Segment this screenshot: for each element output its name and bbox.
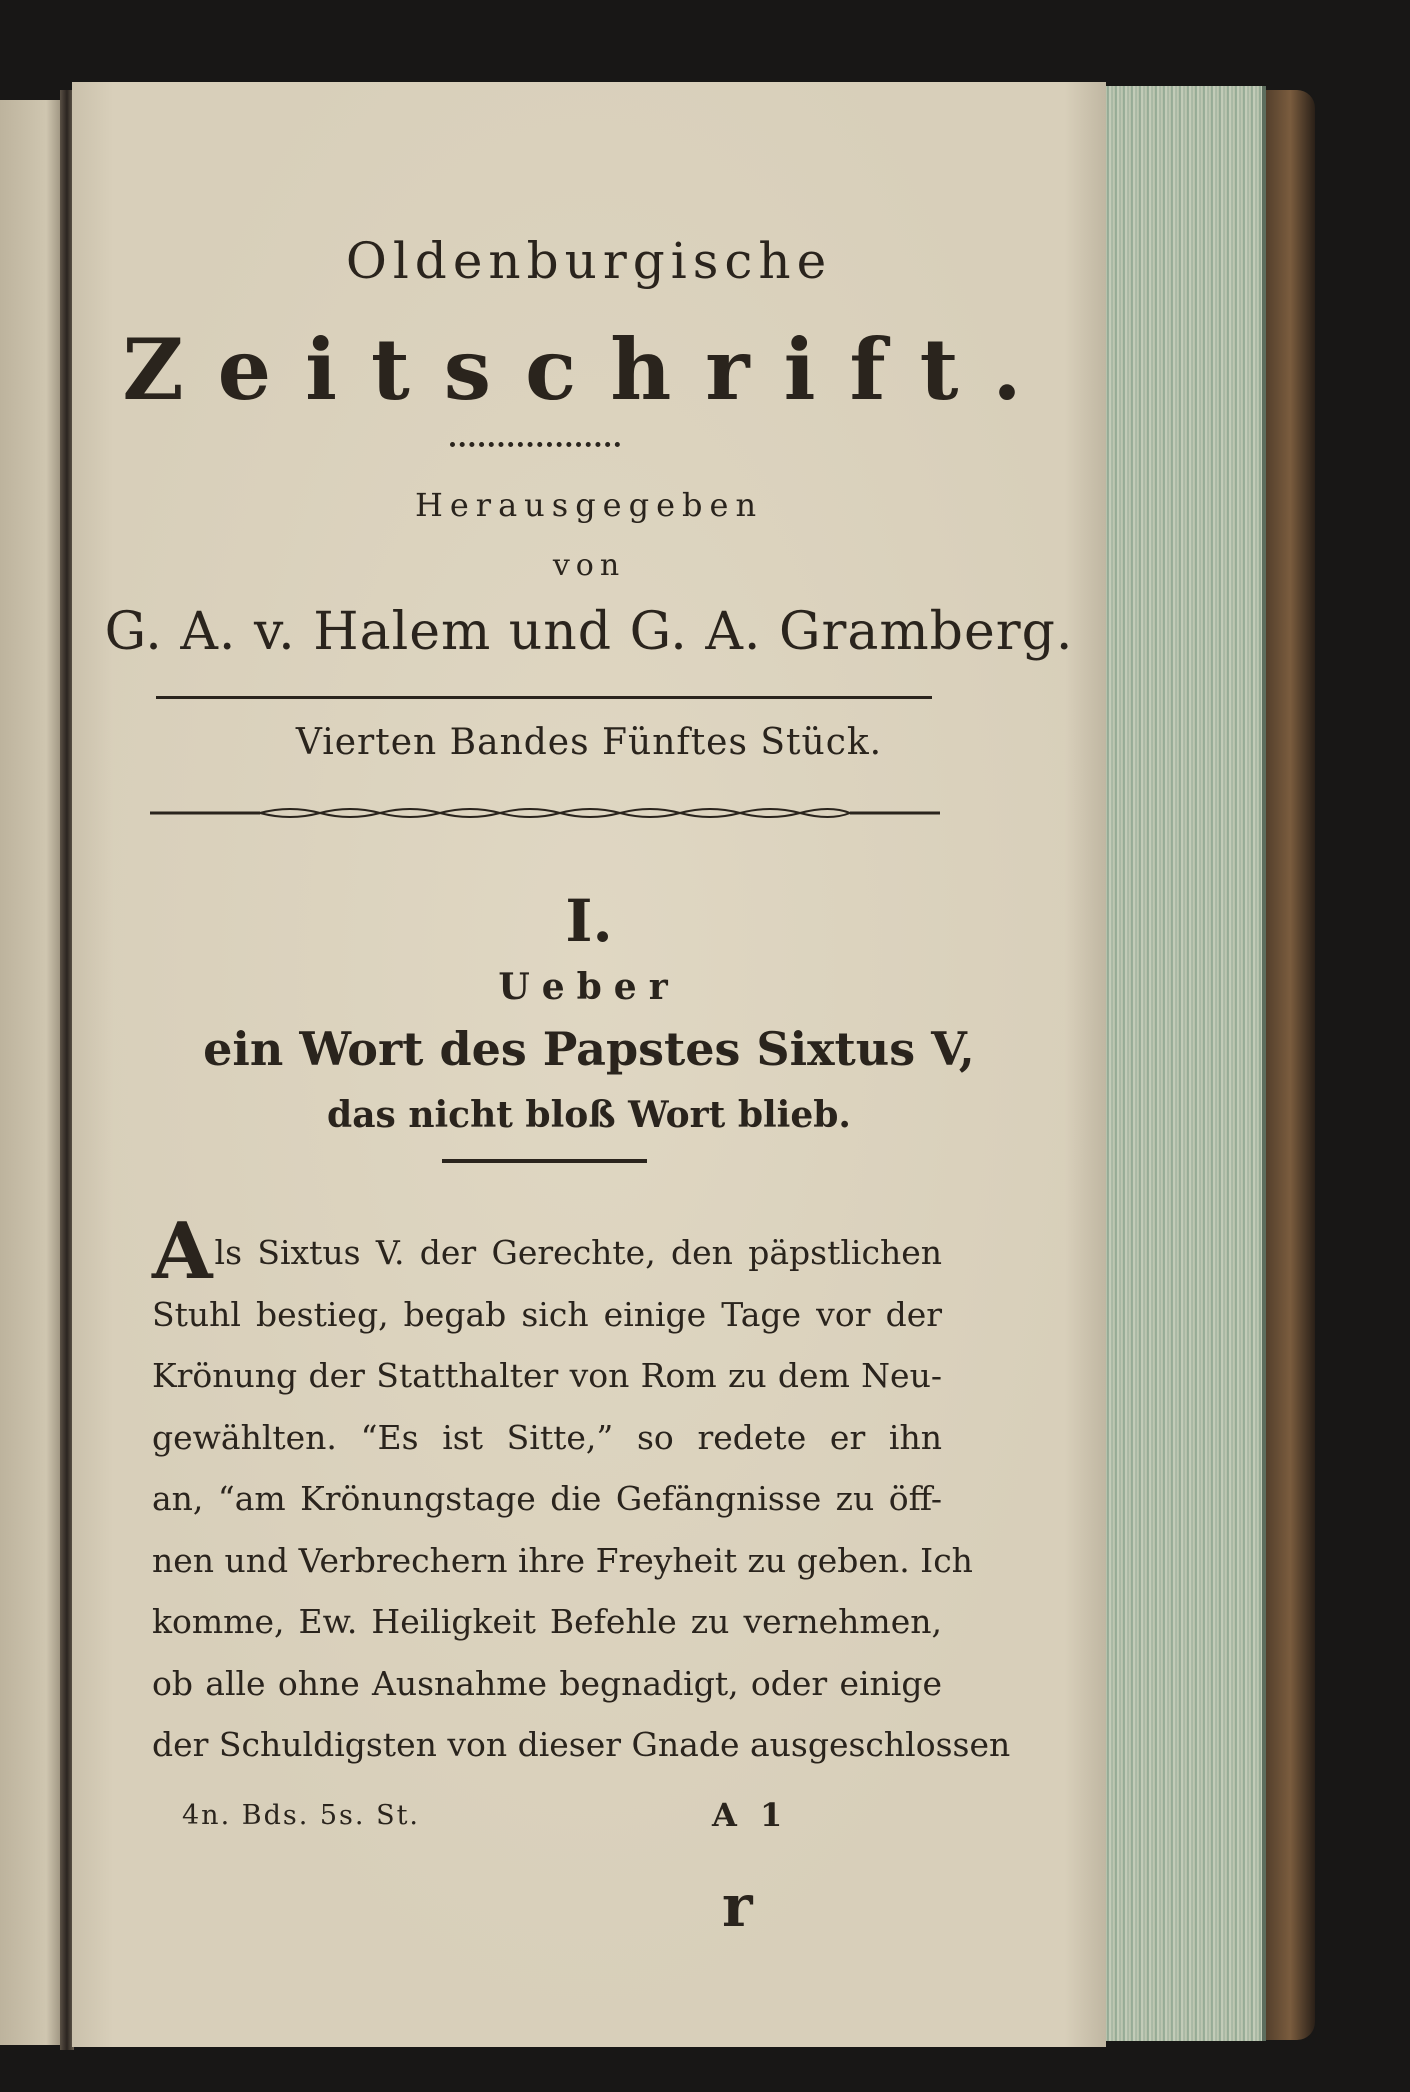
body-text bbox=[152, 1206, 1011, 1776]
body-line-text: ls Sixtus V. der Gerechte, den päpstlichen bbox=[214, 1233, 942, 1272]
volume-line: Vierten Bandes Fünftes Stück. bbox=[295, 722, 883, 763]
title-line-2: Zeitschrift. bbox=[122, 320, 1056, 419]
signature-mark: A 1 bbox=[712, 1796, 789, 1834]
article-ueber: Ueber bbox=[498, 966, 680, 1008]
body-line-4: gewählten. “Es ist Sitte,” so redete er ihn bbox=[152, 1417, 942, 1457]
page-edges bbox=[1102, 86, 1266, 2041]
body-line-1 bbox=[152, 1206, 942, 1297]
short-rule bbox=[442, 1159, 647, 1163]
body-line-3: Krönung der Statthalter von Rom zu dem Neu- bbox=[152, 1356, 942, 1395]
ornamental-rule bbox=[150, 802, 940, 824]
drop-initial: A bbox=[152, 1206, 213, 1297]
body-line-8: ob alle ohne Ausnahme begnadigt, oder einige bbox=[152, 1663, 942, 1703]
horizontal-rule bbox=[156, 696, 932, 699]
body-line-7: komme, Ew. Heiligkeit Befehle zu vernehmen, bbox=[152, 1602, 942, 1641]
body-line-9: der Schuldigsten von dieser Gnade ausgeschlossen bbox=[152, 1725, 1011, 1764]
body-line-6: nen und Verbrechern ihre Freyheit zu geben. Ich bbox=[152, 1540, 973, 1580]
article-subtitle-1: ein Wort des Papstes Sixtus V, bbox=[203, 1022, 975, 1076]
title-line-1: Oldenburgische bbox=[345, 232, 833, 290]
title-page bbox=[72, 82, 1106, 2047]
signature-line: 4n. Bds. 5s. St. bbox=[182, 1800, 421, 1831]
body-line-5: an, “am Krönungstage die Gefängnisse zu öff- bbox=[152, 1479, 942, 1518]
dotted-rule bbox=[450, 442, 620, 447]
editors-line: G. A. v. Halem und G. A. Gramberg. bbox=[104, 602, 1074, 662]
left-page-edge bbox=[0, 100, 66, 2045]
von-label: von bbox=[552, 548, 626, 583]
herausgegeben-label: Herausgegeben bbox=[414, 486, 764, 524]
body-line-2: Stuhl bestieg, begab sich einige Tage vor der bbox=[152, 1294, 942, 1334]
catchword: r bbox=[722, 1872, 753, 1940]
article-numeral: I. bbox=[565, 887, 613, 955]
article-subtitle-2: das nicht bloß Wort blieb. bbox=[327, 1094, 851, 1136]
